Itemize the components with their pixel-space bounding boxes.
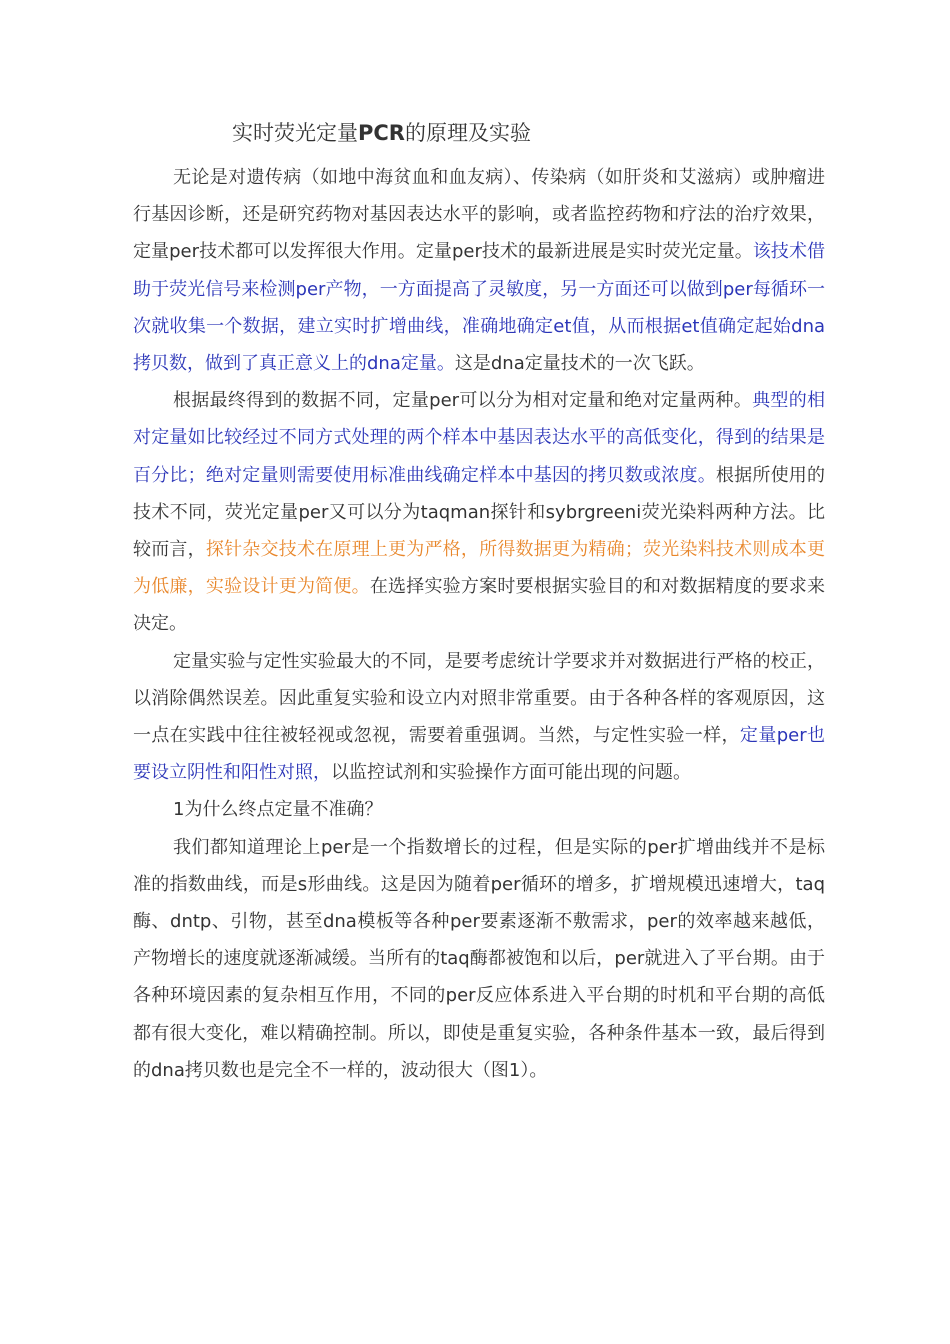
text-run: 扩增曲线并不是标准的指数曲线，而是 [133,836,826,895]
text-run: dna [367,353,401,375]
text-run: ）。 [520,1059,548,1081]
paragraph [133,791,825,828]
text-run: per [451,241,482,263]
text-run: 为什么终点定量不准确？ [184,799,383,821]
title-pcr: PCR [358,121,405,145]
text-run: 定量实验与定性实验最大的不同，是要考虑统计学要求并对数据进行严格的校正，以消除偶然误差。因此重复实验和设立内对照非常重要。由于各种各样的客观原因，这一点在实践中往往被轻视或忽视，需要着重强调。当然，与定性实验一样， [133,650,825,747]
text-run: 根据所使用的技术不同，荧光定量 [133,464,826,523]
text-run: taq [795,873,826,895]
text-run: et [681,315,700,337]
text-run: 可以分为相对定量和绝对定量两种。 [459,390,753,412]
text-run: 1 [508,1059,521,1081]
text-run: dna [791,315,826,337]
text-run: per [320,836,351,858]
text-run: 以监控试剂和实验操作方面可能出现的问题。 [331,762,691,784]
text-run: per [614,948,645,970]
text-run: 无论是对遗传病（如地中海贫血和血友病）、传染病（如肝炎和艾滋病）或肿瘤进行基因诊断，还是研究药物对基因表达水平的影响，或者监控药物和疗法的治疗效果，定量 [133,167,825,263]
text-run: s [297,873,308,895]
title-prefix: 实时荧光定量 [232,121,358,145]
text-run: 探针和 [490,501,546,523]
text-run: per [647,911,677,933]
text-run: 我们都知道理论上 [173,836,321,858]
text-run: 技术的最新进展是实时荧光定量。 [481,241,753,263]
text-run: 就进入了平台期。由于各种环境因素的复杂相互作用，不同的 [133,948,826,1007]
text-run: 定量 [739,725,777,747]
text-run: 反应体系进入平台期的时机和平台期的高低都有很大变化，难以精确控制。所以，即使是重复实验，各种条件基本一致，最后得到的 [133,985,825,1081]
text-run: per [445,985,476,1007]
text-run: 也要设立阴性和阳性对照， [133,725,826,784]
text-run: 定量。 [400,353,455,375]
text-run: per [490,873,521,895]
text-run: 产物，一方面提高了灵敏度，另一方面还可以做到 [325,278,723,300]
text-run: per [429,390,460,412]
text-run: sybrgreeni [545,501,642,523]
text-run: 值，从而根据 [571,315,682,337]
text-run: 该技术借助于荧光信号来检测 [133,241,826,300]
text-run: dna [322,911,357,933]
text-run: 拷贝数，做到了真正意义上的 [133,353,367,375]
text-run: 在选择实验方案时要根据实验目的和对数据精度的要求来决定。 [133,576,825,635]
text-run: et [553,315,572,337]
paragraph [133,159,825,382]
text-run: per [298,501,329,523]
document-title [232,118,531,148]
text-run: dntp [170,911,212,933]
text-run: per [722,278,753,300]
text-run: per [169,241,200,263]
title-suffix: 的原理及实验 [404,121,531,145]
text-run: per [776,725,807,747]
text-run: 每循环一次就收集一个数据，建立实时扩增曲线，准确地确定 [133,278,826,337]
text-run: 的效率越来越低，产物增长的速度就逐渐减缓。当所有的 [133,911,826,970]
text-run: 形曲线。这是因为随着 [307,873,491,895]
text-run: dna [490,353,525,375]
text-run: taq [440,948,470,970]
text-run: per [295,278,326,300]
paragraph [133,382,825,642]
text-run: 模板等各种 [356,911,450,933]
text-run: 定量技术的一次飞跃。 [524,353,705,375]
text-run: 技术都可以发挥很大作用。定量 [199,241,452,263]
text-run: 典型的相对定量如比较经过不同方式处理的两个样本中基因表达水平的高低变化，得到的结果是百分比；绝对定量则需要使用标准曲线确定样本中基因的拷贝数或浓度。 [133,390,825,486]
text-run: 酶、 [133,911,171,933]
text-run: 探针杂交技术在原理上更为严格，所得数据更为精确；荧光染料技术则成本更为低廉，实验设计更为简便。 [133,539,826,598]
text-run: per [647,836,678,858]
text-run: per [449,911,480,933]
text-run: 、引物，甚至 [211,911,323,933]
text-run: dna [151,1059,185,1081]
paragraph [133,829,825,1089]
paragraph [133,643,825,792]
text-run: 酶都被饱和以后， [469,948,615,970]
text-run: taqman [420,501,491,523]
text-run: 是一个指数增长的过程，但是实际的 [350,836,648,858]
document-body [133,159,825,1089]
text-run: 1 [173,799,185,821]
text-run: 又可以分为 [328,501,421,523]
text-run: 这是 [454,353,491,375]
text-run: 荧光染料两种方法。比较而言， [133,501,826,561]
text-run: 根据最终得到的数据不同，定量 [173,390,430,412]
text-run: 值确定起始 [699,315,792,337]
text-run: 循环的增多，扩增规模迅速增大， [520,873,796,895]
text-run: 拷贝数也是完全不一样的，波动很大（图 [184,1059,509,1081]
text-run: 要素逐渐不敷需求， [479,911,647,933]
